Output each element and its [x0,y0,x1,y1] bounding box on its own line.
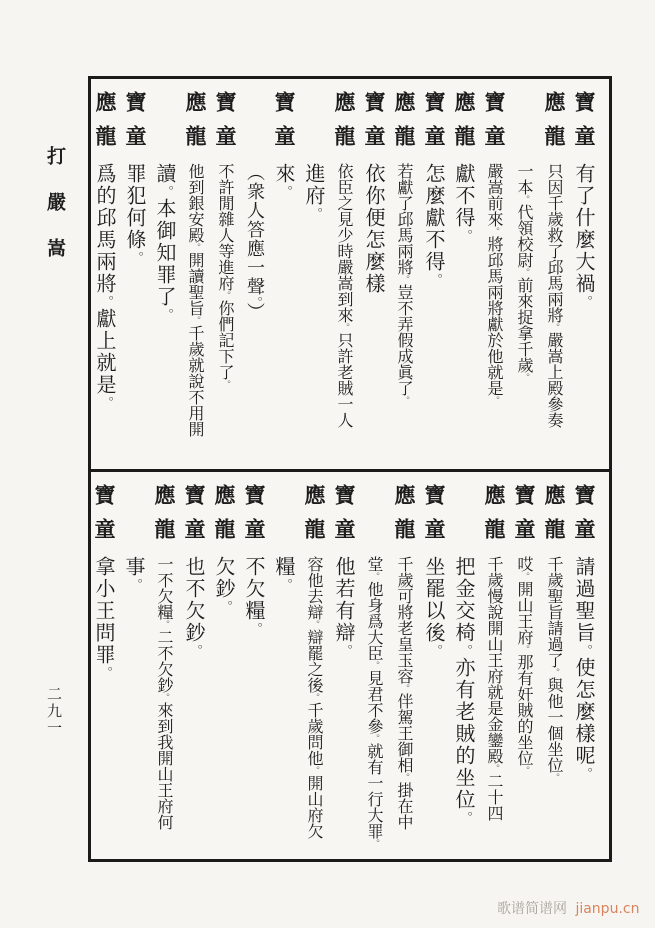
judou-circle-mark: 。 [519,572,529,581]
dialogue-text: 來。 [272,163,296,198]
book-title-vertical: 打嚴嵩 [44,146,66,284]
dialogue-text: 千歲慢說開山王府就是金鑾殿。二十四 [485,556,504,821]
dialogue-text: 不許閒雜人等進府。你們記下了。 [216,163,235,389]
speaker-label: 應龍 [183,91,208,159]
dialogue-column [150,91,180,461]
judou-circle-mark: 。 [159,693,169,702]
dialogue-column [449,91,479,461]
judou-circle-mark: 。 [309,693,319,702]
judou-circle-mark: 。 [369,734,379,743]
dialogue-column [91,91,120,461]
dialogue-text: 糧。 [272,556,296,591]
dialogue-column [389,91,419,461]
dialogue-text: 罪犯何條。 [123,163,147,264]
judou-circle-mark: 。 [427,644,442,657]
dialogue-column [509,484,539,851]
dialogue-column [119,484,149,851]
judou-circle-mark: 。 [457,229,472,242]
speaker-label: 寶童 [123,91,148,159]
watermark-site-url: jianpu.cn [575,901,640,917]
dialogue-text: 若獻了邱馬兩將。豈不弄假成眞了。 [395,163,414,405]
speaker-label: 寶童 [272,91,297,159]
judou-circle-mark: 。 [158,308,173,321]
judou-circle-mark: 。 [519,766,529,775]
speaker-label: 寶童 [572,484,597,552]
dialogue-column [449,484,479,851]
dialogue-column [329,484,359,851]
dialogue-text: 千歲聖旨請過了。與他一個坐位。 [545,556,564,782]
speaker-label: 寶童 [422,484,447,552]
speaker-label: 應龍 [452,91,477,159]
judou-circle-mark: 。 [577,644,592,657]
dialogue-text: 怎麼獻不得。 [422,163,446,286]
judou-circle-mark: 。 [337,644,352,657]
top-half-dialogue-block [91,79,609,469]
judou-circle-mark: 。 [369,572,379,581]
speaker-label: 寶童 [213,91,238,159]
dialogue-column [569,484,599,851]
speaker-label: 寶童 [92,484,117,552]
stage-direction-text: （衆人答應一聲。） [244,163,265,322]
dialogue-column [389,484,419,851]
dialogue-column [569,91,599,461]
dialogue-text: 依你便怎麼樣 [362,163,386,295]
judou-circle-mark: 。 [577,767,592,780]
judou-circle-mark: 。 [127,578,142,591]
judou-circle-mark: 。 [399,773,409,782]
judou-circle-mark: 。 [457,644,472,657]
judou-circle-mark: 。 [128,251,143,264]
judou-circle-mark: 。 [549,323,559,332]
speaker-label: 寶童 [512,484,537,552]
speaker-label: 應龍 [332,91,357,159]
judou-circle-mark: 。 [519,268,529,277]
judou-circle-mark: 。 [577,295,592,308]
dialogue-column [269,484,299,851]
dialogue-column [329,91,359,461]
dialogue-column [539,91,569,461]
judou-circle-mark: 。 [220,291,230,300]
speaker-label: 應龍 [302,484,327,552]
judou-circle-mark: 。 [158,185,173,198]
speaker-label: 寶童 [572,91,597,159]
speaker-label: 應龍 [392,91,417,159]
judou-circle-mark: 。 [159,620,169,629]
speaker-label: 應龍 [212,484,237,552]
speaker-label: 寶童 [242,484,267,552]
dialogue-text: 事。 [122,556,146,591]
judou-circle-mark: 。 [220,380,230,389]
dialogue-text: 爲的邱馬兩將。獻上就是。 [93,163,117,409]
dialogue-text: 拿小王問罪。 [92,556,116,679]
dialogue-column [479,91,509,461]
dialogue-text: 進府。 [302,163,326,220]
judou-circle-mark: 。 [489,396,499,405]
dialogue-text: 堂。他身爲大臣。見君不參。就有一行大罪。 [365,556,384,848]
speaker-label: 應龍 [93,91,118,159]
speaker-label: 寶童 [182,484,207,552]
judou-circle-mark: 。 [98,295,113,308]
speaker-label: 寶童 [362,91,387,159]
judou-circle-mark: 。 [309,620,319,629]
judou-circle-mark: 。 [277,578,292,591]
watermark-site-name: 歌谱简谱网 [497,901,567,917]
judou-circle-mark: 。 [369,661,379,670]
judou-circle-mark: 。 [217,600,232,613]
speaker-label: 應龍 [542,484,567,552]
judou-circle-mark: 。 [369,839,379,848]
dialogue-column [539,484,569,851]
page-number: 二九一 [45,686,63,737]
judou-circle-mark: 。 [309,766,319,775]
speaker-label: 應龍 [392,484,417,552]
dialogue-text: 有了什麼大禍。 [572,163,596,308]
judou-circle-mark: 。 [190,243,200,252]
speaker-label: 應龍 [482,484,507,552]
dialogue-text: 讀。本御知罪了。 [153,163,177,321]
judou-circle-mark: 。 [307,207,322,220]
dialogue-text: 獻不得。 [452,163,476,242]
dialogue-column [509,91,539,461]
judou-circle-mark: 。 [519,195,529,204]
dialogue-text: 欠鈔。 [212,556,236,613]
dialogue-text: 坐罷以後。 [422,556,446,657]
dialogue-column [299,91,329,461]
judou-circle-mark: 。 [489,227,499,236]
dialogue-column [179,484,209,851]
dialogue-text: 嚴嵩前來。將邱馬兩將獻於他就是。 [485,163,504,405]
judou-circle-mark: 。 [427,273,442,286]
judou-circle-mark: 。 [187,644,202,657]
dialogue-column [239,484,269,851]
judou-circle-mark: 。 [489,764,499,773]
dialogue-column [419,91,449,461]
dialogue-text: 請過聖旨。使怎麼樣呢。 [572,556,596,780]
dialogue-column [91,484,119,851]
speaker-label: 寶童 [422,91,447,159]
judou-circle-mark: 。 [457,811,472,824]
speaker-label: 寶童 [332,484,357,552]
judou-circle-mark: 。 [549,773,559,782]
dialogue-text: 哎。開山王府。那有奸賊的坐位。 [515,556,534,775]
dialogue-column [210,91,240,461]
judou-circle-mark: 。 [399,396,409,405]
dialogue-column [120,91,150,461]
judou-circle-mark: 。 [399,684,409,693]
stage-direction-column [240,91,269,461]
dialogue-text: 容他去辯。辯罷之後。千歲問他。開山府欠 [305,556,324,839]
dialogue-column [180,91,210,461]
dialogue-text: 把金交椅。亦有老賊的坐位。 [452,556,476,824]
dialogue-text: 只因千歲救了邱馬兩將。嚴嵩上殿參奏 [545,163,564,428]
dialogue-text: 一本。代領校尉。前來捉拿千歲。 [515,163,534,382]
dialogue-column [359,484,389,851]
dialogue-text: 一不欠糧。二不欠鈔。來到我開山王府何 [155,556,174,830]
dialogue-column [359,91,389,461]
dialogue-text: 不欠糧。 [242,556,266,635]
judou-circle-mark: 。 [399,275,409,284]
speaker-label: 應龍 [152,484,177,552]
judou-circle-mark: 。 [277,185,292,198]
judou-circle-mark: 。 [339,323,349,332]
judou-circle-mark: 。 [190,316,200,325]
dialogue-text: 他若有辯。 [332,556,356,657]
judou-circle-mark: 。 [519,373,529,382]
dialogue-column [149,484,179,851]
dialogue-column [299,484,329,851]
dialogue-text: 依臣之見少時嚴嵩到來。只許老賊一人 [335,163,354,428]
dialogue-column [479,484,509,851]
judou-circle-mark: 。 [519,645,529,654]
watermark [497,898,639,918]
judou-circle-mark: 。 [98,396,113,409]
script-text-frame [88,76,612,862]
bottom-half-dialogue-block [91,469,609,859]
judou-circle-mark: 。 [247,296,262,303]
speaker-label: 應龍 [542,91,567,159]
dialogue-column [209,484,239,851]
speaker-label: 寶童 [482,91,507,159]
dialogue-column [419,484,449,851]
dialogue-text: 也不欠鈔。 [182,556,206,657]
dialogue-text: 他到銀安殿。開讀聖旨。千歲就說不用開 [186,163,205,437]
judou-circle-mark: 。 [549,668,559,677]
judou-circle-mark: 。 [247,622,262,635]
judou-circle-mark: 。 [97,666,112,679]
dialogue-text: 千歲可將老皇玉容。伴駕王御相。掛在中 [395,556,414,830]
dialogue-column [269,91,299,461]
